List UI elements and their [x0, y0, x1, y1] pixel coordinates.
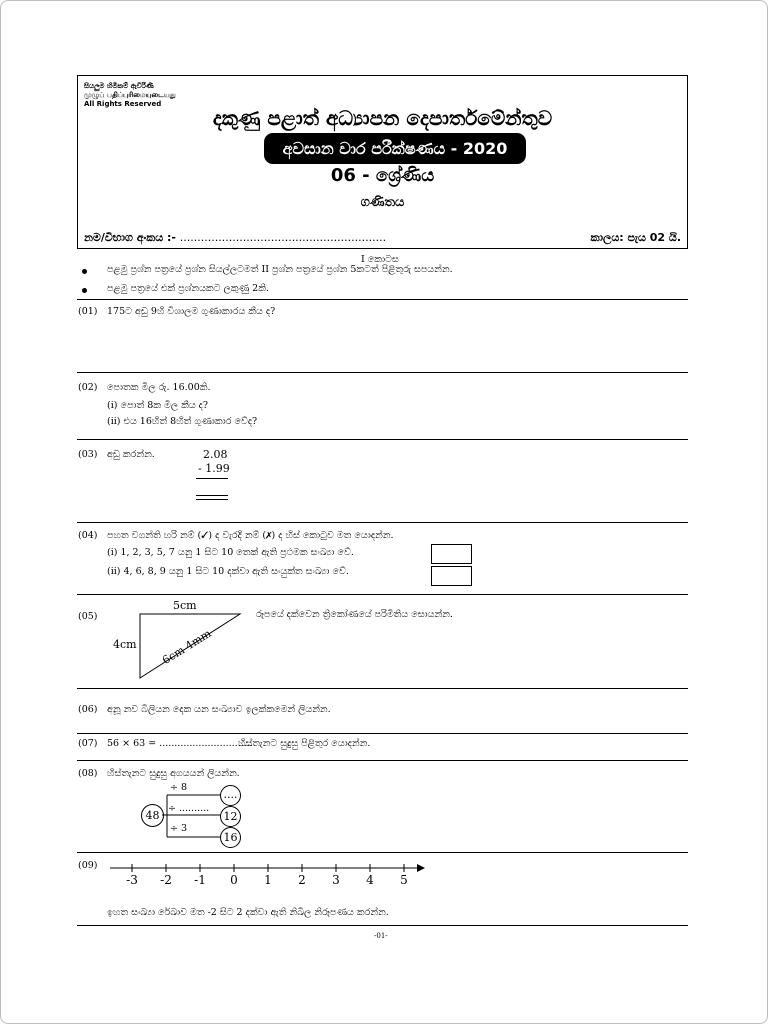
divider — [77, 852, 688, 853]
subject-title: ගණිතය — [360, 195, 405, 210]
exam-title-badge: අවසාන වාර පරීක්ෂණය - 2020 — [264, 133, 526, 164]
divider — [77, 688, 688, 689]
q04-answer-box-2[interactable] — [431, 566, 472, 586]
q08-number: (08) — [78, 768, 98, 779]
q05-number: (05) — [78, 611, 98, 622]
divider — [77, 594, 688, 595]
q08-op-2: ÷ .......... — [168, 803, 210, 814]
q04-part-ii: (ii) 4, 6, 8, 9 යනු 1 සිට 10 දක්වා ඇති සංයුක්ත සංඛ්‍යා වේ. — [107, 566, 349, 577]
q02-part-ii: (ii) එය 16හිත් 8හිත් ගුණාකාර වේද? — [107, 416, 258, 427]
q07-text: හිස්තැනට සුදුසු පිළිතුර යොදන්න. — [238, 738, 371, 749]
q03-number: (03) — [78, 449, 98, 460]
q04-text — [107, 530, 393, 541]
divider — [77, 925, 688, 926]
tick-icon: ✓ — [201, 530, 209, 541]
q04-text-post: ) ද හිස් කොටුව මත යොදන්න. — [271, 530, 394, 541]
department-title: දකුණු පළාත් අධ්‍යාපන දෙපාර්තමේන්තුව — [212, 106, 553, 130]
name-label: නම/විභාග අංකය :- — [84, 231, 176, 244]
q02-number: (02) — [78, 382, 98, 393]
q08-result-circle-2: 12 — [220, 806, 241, 827]
q09-number: (09) — [78, 860, 98, 871]
q04-answer-box-1[interactable] — [431, 544, 472, 564]
copyright-notice — [84, 82, 176, 109]
number-line-label: 3 — [332, 873, 340, 887]
q02-part-i: (i) පොත් 8ක මිල කීය ද? — [107, 400, 208, 411]
q07-expression: 56 × 63 = ............................... — [107, 738, 253, 749]
bullet-icon — [82, 269, 87, 274]
instruction-1: පළමු ප්‍රශ්න පත්‍රයේ ප්‍රශ්න සියල්ලටමත් II ප්‍රශ්න පත්‍රයේ ප්‍රශ්න 5කටත් පිළිතුරු සපයන්න. — [107, 264, 453, 275]
copyright-line-si: සියලුම හිමිකම් ඇවිරිණි — [84, 82, 154, 90]
q04-text-mid: ) ද වැරදි නම් ( — [208, 530, 267, 541]
bullet-icon — [82, 288, 87, 293]
number-line-label: -3 — [126, 873, 138, 887]
q09-text: ඉහත සංඛ්‍යා රේඛාව මත -2 සිට 2 දක්වා ඇති නිඛිල නිරූපණය කරන්න. — [107, 907, 389, 918]
q08-start-circle: 48 — [141, 804, 164, 827]
q02-text: පොතක මිල රු. 16.00කි. — [107, 382, 211, 393]
q03-answer-line — [196, 478, 228, 479]
section-title: I කොටස — [361, 254, 399, 265]
name-index-field — [84, 231, 386, 245]
copyright-line-ta: முழுப் பதிப்புரிமையுடையது — [84, 91, 176, 99]
number-line-label: 0 — [230, 873, 238, 887]
q06-number: (06) — [78, 704, 98, 715]
page-number: -01- — [374, 932, 388, 940]
instruction-2: පළමු පත්‍රයේ එක් ප්‍රශ්නයකට ලකුණු 2කි. — [107, 283, 269, 294]
number-line-label: -2 — [160, 873, 172, 887]
q03-double-line — [196, 499, 228, 500]
q08-text: හිස්තැනට සුදුසු අගයයන් ලියන්න. — [107, 768, 240, 779]
divider — [77, 372, 688, 373]
arrow-right-icon — [417, 864, 425, 872]
divider — [77, 439, 688, 440]
q08-result-circle-3: 16 — [220, 827, 241, 848]
q06-text: අනූ නව බිලියන දෙක යන සංඛ්‍යාව ඉලක්කමෙන් ලියන්න. — [107, 704, 331, 715]
q08-op-3: ÷ 3 — [170, 823, 188, 834]
number-line-label: 5 — [400, 873, 408, 887]
q04-text-pre: පහත වගන්ති හරි නම් ( — [107, 530, 202, 541]
q05-side-left: 4cm — [113, 638, 137, 651]
q05-side-hyp: 6cm 4mm — [160, 626, 214, 668]
divider — [77, 522, 688, 523]
number-line-label: 1 — [264, 873, 272, 887]
q07-number: (07) — [78, 738, 98, 749]
time-allowed: කාලය: පැය 02 යි. — [590, 231, 681, 244]
q04-number: (04) — [78, 530, 98, 541]
q03-subtrahend: - 1.99 — [198, 462, 230, 475]
q03-text: අඩු කරන්න. — [107, 449, 155, 460]
q03-double-line — [196, 495, 228, 496]
number-line-label: 4 — [366, 873, 374, 887]
q01-text: 175ට අඩු 9හි විශාලම ගුණාකාරය කීය ද? — [107, 306, 276, 317]
number-line-label: -1 — [194, 873, 206, 887]
grade-title: 06 - ශ්‍රේණිය — [330, 165, 435, 186]
divider — [77, 733, 688, 734]
divider — [77, 760, 688, 761]
number-line-label: 2 — [298, 873, 306, 887]
q08-op-1: ÷ 8 — [170, 782, 188, 793]
copyright-line-en: All Rights Reserved — [84, 100, 162, 108]
name-blank: ........................................................... — [179, 231, 387, 244]
q01-number: (01) — [78, 306, 98, 317]
cross-icon: ✗ — [266, 530, 272, 541]
q08-result-circle-1[interactable]: .... — [220, 785, 241, 806]
exam-header — [77, 75, 688, 249]
divider — [77, 299, 688, 300]
q04-part-i: (i) 1, 2, 3, 5, 7 යනු 1 සිට 10 තෙක් ඇති ප්‍රථමක සංඛ්‍යා වේ. — [107, 547, 354, 558]
q05-side-top: 5cm — [173, 599, 197, 612]
q05-text: රූපයේ දක්වෙන ත්‍රිකෝණයේ පරිමිතිය සොයන්න. — [256, 609, 453, 620]
q03-minuend: 2.08 — [203, 448, 228, 461]
